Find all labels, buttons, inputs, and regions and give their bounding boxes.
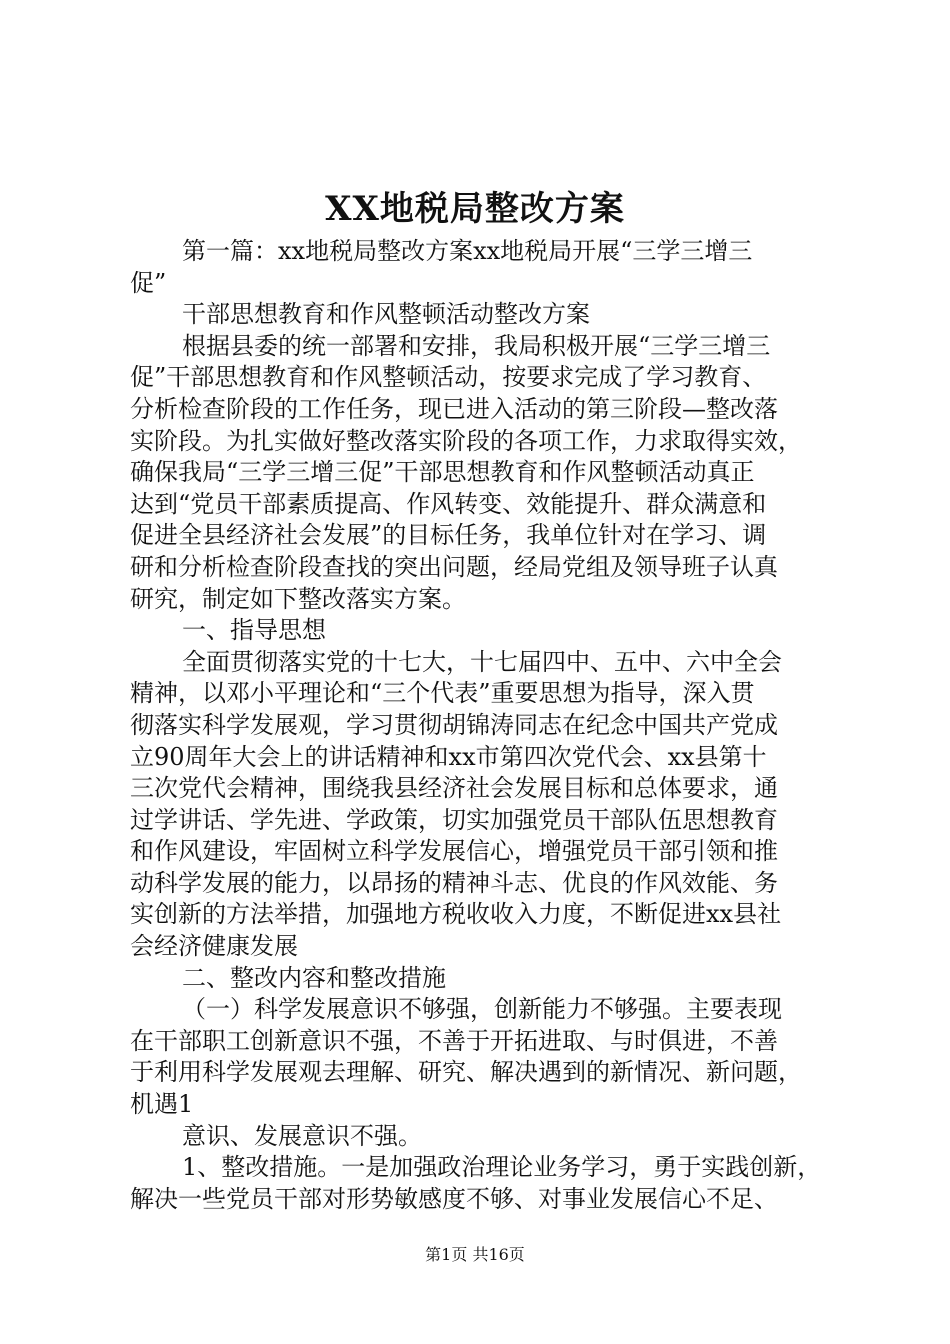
text-line: 确保我局“三学三增三促”干部思想教育和作风整顿活动真正 <box>130 458 755 487</box>
text-line: 研和分析检查阶段查找的突出问题，经局党组及领导班子认真 <box>130 552 778 581</box>
document-body <box>130 236 830 1215</box>
text-line: 意识、发展意识不强。 <box>182 1121 422 1150</box>
text-line: 第一篇：xx地税局整改方案xx地税局开展“三学三增三 <box>182 237 753 265</box>
text-line: 三次党代会精神，围绕我县经济社会发展目标和总体要求，通 <box>130 774 778 803</box>
text-line: 在干部职工创新意识不强，不善于开拓进取、与时俱进，不善 <box>130 1026 778 1055</box>
text-line: 实阶段。为扎实做好整改落实阶段的各项工作，力求取得实效， <box>130 426 802 455</box>
text-line: （一）科学发展意识不够强，创新能力不够强。主要表现 <box>182 995 782 1024</box>
text-line: 促”干部思想教育和作风整顿活动，按要求完成了学习教育、 <box>130 363 767 392</box>
text-line: 研究，制定如下整改落实方案。 <box>130 584 466 613</box>
document-title: XX地税局整改方案 <box>325 189 625 229</box>
text-line: 分析检查阶段的工作任务，现已进入活动的第三阶段—整改落 <box>130 394 778 423</box>
text-line: 过学讲话、学先进、学政策，切实加强党员干部队伍思想教育 <box>130 805 778 834</box>
text-line: 精神，以邓小平理论和“三个代表”重要思想为指导，深入贯 <box>130 679 755 708</box>
text-line: 实创新的方法举措，加强地方税收收入力度，不断促进xx县社 <box>130 900 782 929</box>
text-line: 于利用科学发展观去理解、研究、解决遇到的新情况、新问题， <box>130 1058 802 1087</box>
text-line: 解决一些党员干部对形势敏感度不够、对事业发展信心不足、 <box>130 1184 778 1213</box>
text-line: 一、指导思想 <box>182 616 326 645</box>
text-line: 促” <box>130 268 167 297</box>
text-line: 二、整改内容和整改措施 <box>182 963 446 992</box>
text-line: 干部思想教育和作风整顿活动整改方案 <box>182 300 590 329</box>
page-footer: 第1页 共16页 <box>425 1245 525 1264</box>
text-line: 全面贯彻落实党的十七大，十七届四中、五中、六中全会 <box>182 647 782 676</box>
text-line: 机遇1 <box>130 1090 194 1119</box>
text-line: 动科学发展的能力，以昂扬的精神斗志、优良的作风效能、务 <box>130 868 778 897</box>
text-line: 促进全县经济社会发展”的目标任务，我单位针对在学习、调 <box>130 521 767 550</box>
text-line: 立90周年大会上的讲话精神和xx市第四次党代会、xx县第十 <box>130 742 767 771</box>
text-line: 达到“党员干部素质提高、作风转变、效能提升、群众满意和 <box>130 489 767 518</box>
text-line: 会经济健康发展 <box>130 932 298 961</box>
text-line: 和作风建设，牢固树立科学发展信心，增强党员干部引领和推 <box>130 837 778 866</box>
text-line: 1、整改措施。一是加强政治理论业务学习，勇于实践创新， <box>182 1153 822 1182</box>
text-line: 根据县委的统一部署和安排，我局积极开展“三学三增三 <box>182 331 771 360</box>
text-line: 彻落实科学发展观，学习贯彻胡锦涛同志在纪念中国共产党成 <box>130 710 778 739</box>
